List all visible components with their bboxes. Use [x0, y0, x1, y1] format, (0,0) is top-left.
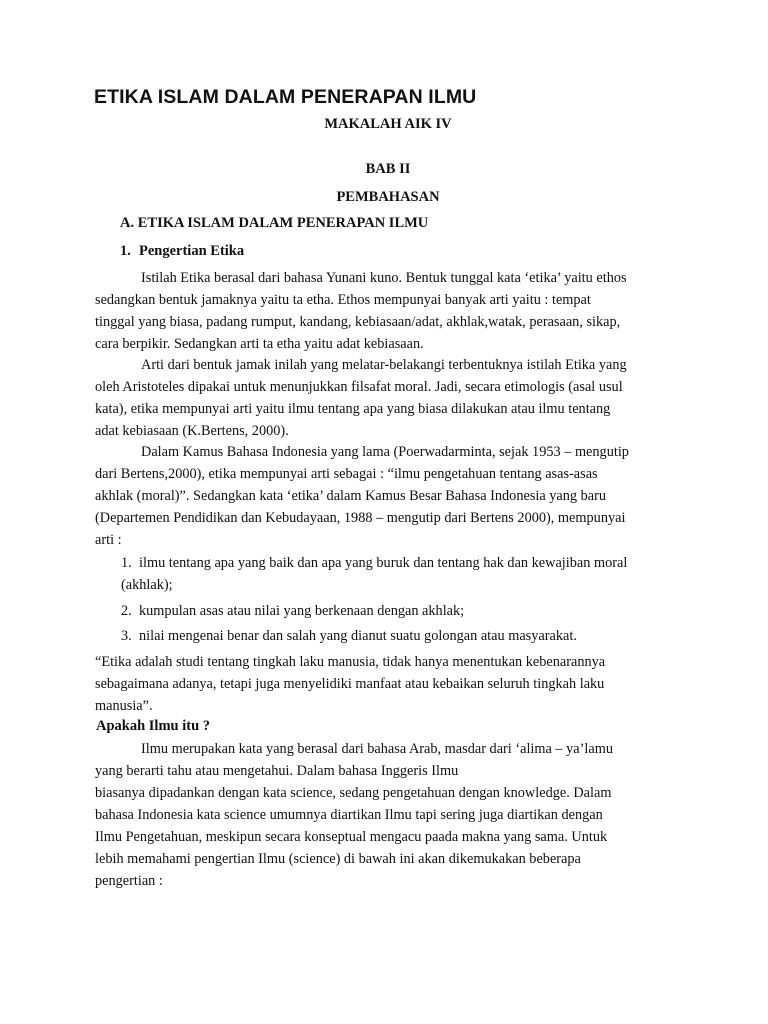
subsection-heading-1: [120, 243, 244, 260]
quote-definition: [95, 651, 685, 717]
paragraph-ilmu: [95, 738, 685, 892]
paragraph-line: Ilmu merupakan kata yang berasal dari bahasa Arab, masdar dari ‘alima – ya’lamu: [141, 741, 613, 757]
paragraph-line: yang berarti tahu atau mengetahui. Dalam bahasa Inggeris Ilmu: [95, 763, 459, 779]
subsection-number: 1.: [120, 243, 131, 259]
paragraph-line: pengertian :: [95, 873, 163, 889]
paragraph-line: cara berpikir. Sedangkan arti ta etha yaitu adat kebiasaan.: [95, 336, 424, 352]
chapter-title: PEMBAHASAN: [336, 189, 440, 205]
list-item-number: 2.: [121, 603, 132, 619]
quote-line: sebagaimana adanya, tetapi juga menyelidiki manfaat atau kebaikan seluruh tingkah laku: [95, 676, 605, 692]
paragraph-line: Arti dari bentuk jamak inilah yang melatar-belakangi terbentuknya istilah Etika yang: [141, 357, 627, 373]
paragraph-line: tinggal yang biasa, padang rumput, kandang, kebiasaan/adat, akhlak,watak, perasaan, sikap,: [95, 314, 621, 330]
quote-line: manusia”.: [95, 698, 153, 714]
document-subtitle: MAKALAH AIK IV: [324, 116, 452, 132]
document-title: ETIKA ISLAM DALAM PENERAPAN ILMU: [94, 86, 477, 108]
list-item: [121, 552, 627, 596]
heading-apakah-ilmu: Apakah Ilmu itu ?: [96, 718, 211, 734]
paragraph-etika-origin: [95, 267, 685, 355]
list-item: [121, 600, 464, 622]
paragraph-line: Istilah Etika berasal dari bahasa Yunani kuno. Bentuk tunggal kata ‘etika’ yaitu ethos: [141, 270, 627, 286]
paragraph-line: lebih memahami pengertian Ilmu (science) di bawah ini akan dikemukakan beberapa: [95, 851, 581, 867]
paragraph-line: oleh Aristoteles dipakai untuk menunjukkan filsafat moral. Jadi, secara etimologis (asal usul: [95, 379, 623, 395]
subsection-title: Pengertian Etika: [139, 243, 245, 259]
list-item-text: nilai mengenai benar dan salah yang dianut suatu golongan atau masyarakat.: [139, 628, 577, 644]
list-item: [121, 625, 577, 647]
list-item-text: (akhlak);: [121, 577, 173, 593]
chapter-number: BAB II: [365, 161, 411, 177]
paragraph-line: dari Bertens,2000), etika mempunyai arti sebagai : “ilmu pengetahuan tentang asas-asas: [95, 466, 598, 482]
paragraph-line: adat kebiasaan (K.Bertens, 2000).: [95, 423, 289, 439]
paragraph-line: akhlak (moral)”. Sedangkan kata ‘etika’ dalam Kamus Besar Bahasa Indonesia yang baru: [95, 488, 607, 504]
paragraph-line: (Departemen Pendidikan dan Kebudayaan, 1988 – mengutip dari Bertens 2000), mempunyai: [95, 510, 626, 526]
paragraph-line: kata), etika mempunyai arti yaitu ilmu tentang apa yang biasa dilakukan atau ilmu tentang: [95, 401, 611, 417]
paragraph-line: sedangkan bentuk jamaknya yaitu ta etha. Ethos mempunyai banyak arti yaitu : tempat: [95, 292, 591, 308]
paragraph-line: Dalam Kamus Bahasa Indonesia yang lama (Poerwadarminta, sejak 1953 – mengutip: [141, 444, 629, 460]
paragraph-line: Ilmu Pengetahuan, meskipun secara konseptual mengacu paada makna yang sama. Untuk: [95, 829, 608, 845]
paragraph-kamus: [95, 441, 685, 551]
list-item-text: kumpulan asas atau nilai yang berkenaan dengan akhlak;: [139, 603, 465, 619]
list-item-number: 1.: [121, 555, 132, 571]
list-item-number: 3.: [121, 628, 132, 644]
paragraph-line: arti :: [95, 532, 122, 548]
paragraph-line: biasanya dipadankan dengan kata science, sedang pengetahuan dengan knowledge. Dalam: [95, 785, 612, 801]
paragraph-etika-plural: [95, 354, 685, 442]
list-item-text: ilmu tentang apa yang baik dan apa yang buruk dan tentang hak dan kewajiban moral: [139, 555, 628, 571]
section-heading-a: A. ETIKA ISLAM DALAM PENERAPAN ILMU: [120, 215, 429, 231]
quote-line: “Etika adalah studi tentang tingkah laku manusia, tidak hanya menentukan kebenarannya: [95, 654, 606, 670]
paragraph-line: bahasa Indonesia kata science umumnya diartikan Ilmu tapi sering juga diartikan dengan: [95, 807, 603, 823]
